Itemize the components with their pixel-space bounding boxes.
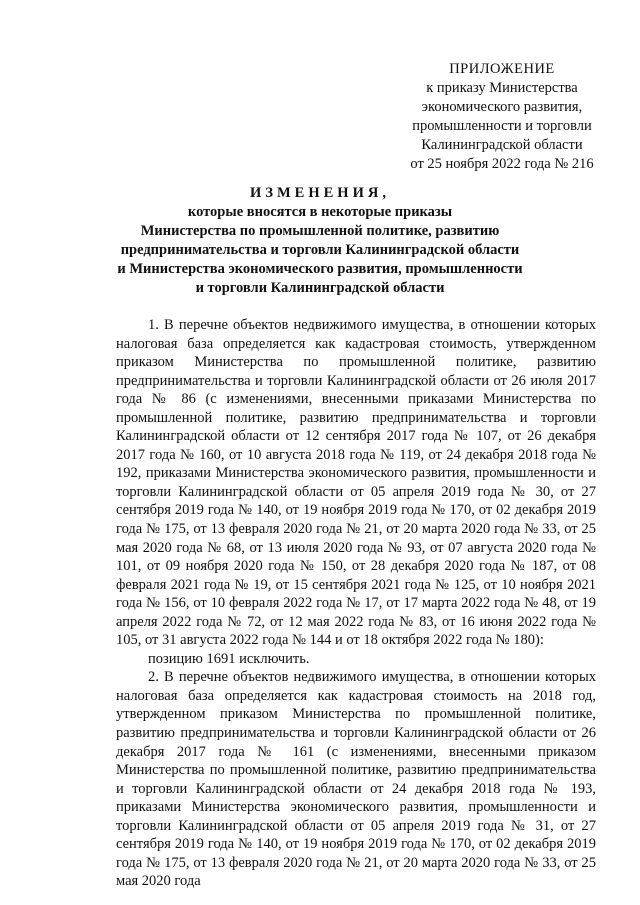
appendix-block [402,60,602,174]
document-heading [110,184,530,298]
appendix-line: экономического развития, [421,99,583,115]
appendix-line: от 25 ноября 2022 года № 216 [410,156,594,172]
heading-title: ИЗМЕНЕНИЯ, [250,185,390,201]
paragraph-1-conclusion: позицию 1691 исключить. [148,650,310,667]
appendix-title: ПРИЛОЖЕНИЕ [449,61,555,77]
appendix-line: Калининградской области [421,137,583,153]
heading-line: Министерства по промышленной политике, развитию [140,223,500,239]
heading-line: и Министерства экономического развития, промышленности [117,261,523,277]
document-body [116,316,596,891]
appendix-line: промышленности и торговли [412,118,592,134]
paragraph-1: 1. В перечне объектов недвижимого имущества, в отношении которых налоговая база определяется как кадастровая стоимость, утвержденном приказом Министерства по промышленной политике, развитию предпринимательства и торговли Калининградской области от 26 июля 2017 года № 86 (с изменениями, внесенными приказами Министерства по промышленной политике, развитию предпринимательства и торговли Калининградской области от 12 сентября 2017 года № 107, от 26 декабря 2017 года № 160, от 10 августа 2018 года № 119, от 24 декабря 2018 года № 192, приказами Министерства экономического развития, промышленности и торговли Калининградской области от 05 апреля 2019 года № 30, от 27 сентября 2019 года № 140, от 19 ноября 2019 года № 170, от 02 декабря 2019 года № 175, от 13 февраля 2020 года № 21, от 20 марта 2020 года № 33, от 25 мая 2020 года № 68, от 13 июля 2020 года № 93, от 07 августа 2020 года № 101, от 09 ноября 2020 года № 150, от 28 декабря 2020 года № 187, от 08 февраля 2021 года № 19, от 15 сентября 2021 года № 125, от 10 ноября 2021 года № 156, от 10 февраля 2022 года № 17, от 17 марта 2022 года № 48, от 19 апреля 2022 года № 72, от 12 мая 2022 года № 83, от 16 июня 2022 года № 105, от 31 августа 2022 года № 144 и от 18 октября 2022 года № 180): [116,317,596,649]
heading-line: и торговли Калининградской области [195,280,445,296]
appendix-line: к приказу Министерства [426,80,578,96]
heading-line: предпринимательства и торговли Калининградской области [120,242,520,258]
heading-line: которые вносятся в некоторые приказы [187,204,453,220]
paragraph-2: 2. В перечне объектов недвижимого имущества, в отношении которых налоговая база определяется как кадастровая стоимость на 2018 год, утвержденном приказом Министерства по промышленной политике, развитию предпринимательства и торговли Калининградской области от 26 декабря 2017 года № 161 (с изменениями, внесенными приказом Министерства по промышленной политике, развитию предпринимательства и торговли Калининградской области от 24 декабря 2018 года № 193, приказами Министерства экономического развития, промышленности и торговли Калининградской области от 05 апреля 2019 года № 31, от 27 сентября 2019 года № 140, от 19 ноября 2019 года № 170, от 02 декабря 2019 года № 175, от 13 февраля 2020 года № 21, от 20 марта 2020 года № 33, от 25 мая 2020 года [116,669,596,890]
